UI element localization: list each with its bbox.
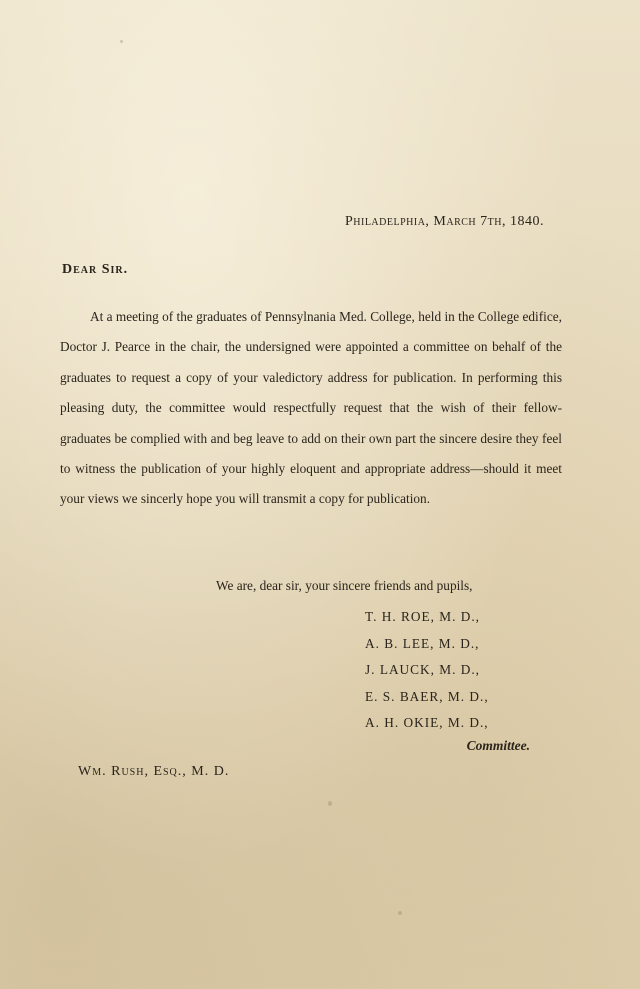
salutation: Dear Sir. [62, 262, 129, 277]
committee-label: Committee. [466, 738, 530, 753]
signatory: J. LAUCK, M. D., [365, 662, 480, 677]
signatory-list [365, 604, 489, 737]
signatory: A. H. OKIE, M. D., [365, 715, 489, 730]
paper-spot [328, 801, 332, 806]
paper-spot [120, 40, 123, 43]
paper-spot [398, 911, 402, 915]
signatory: A. B. LEE, M. D., [365, 635, 480, 651]
dateline: Philadelphia, March 7th, 1840. [344, 214, 544, 229]
signatory: T. H. ROE, M. D., [365, 609, 480, 624]
closing-line: We are, dear sir, your sincere friends and pupils, [216, 578, 473, 593]
signatory: E. S. BAER, M. D., [365, 688, 489, 704]
addressee: Wm. Rush, Esq., M. D. [78, 764, 230, 779]
letter-body: At a meeting of the graduates of Pennsylnania Med. College, held in the College edifice, Doctor J. Pearce in the chair, the undersigned were appointed a committee on behalf of the graduates to request a copy of your valedictory address for publication. In performing this pleasing duty, the committee would respectfully request that the wish of their fellow-graduates be complied with and beg leave to add on their own part the sincere desire they feel to witness the publication of your highly eloquent and appropriate address—should it meet your views we sincerly hope you will transmit a copy for publication. [60, 309, 562, 507]
